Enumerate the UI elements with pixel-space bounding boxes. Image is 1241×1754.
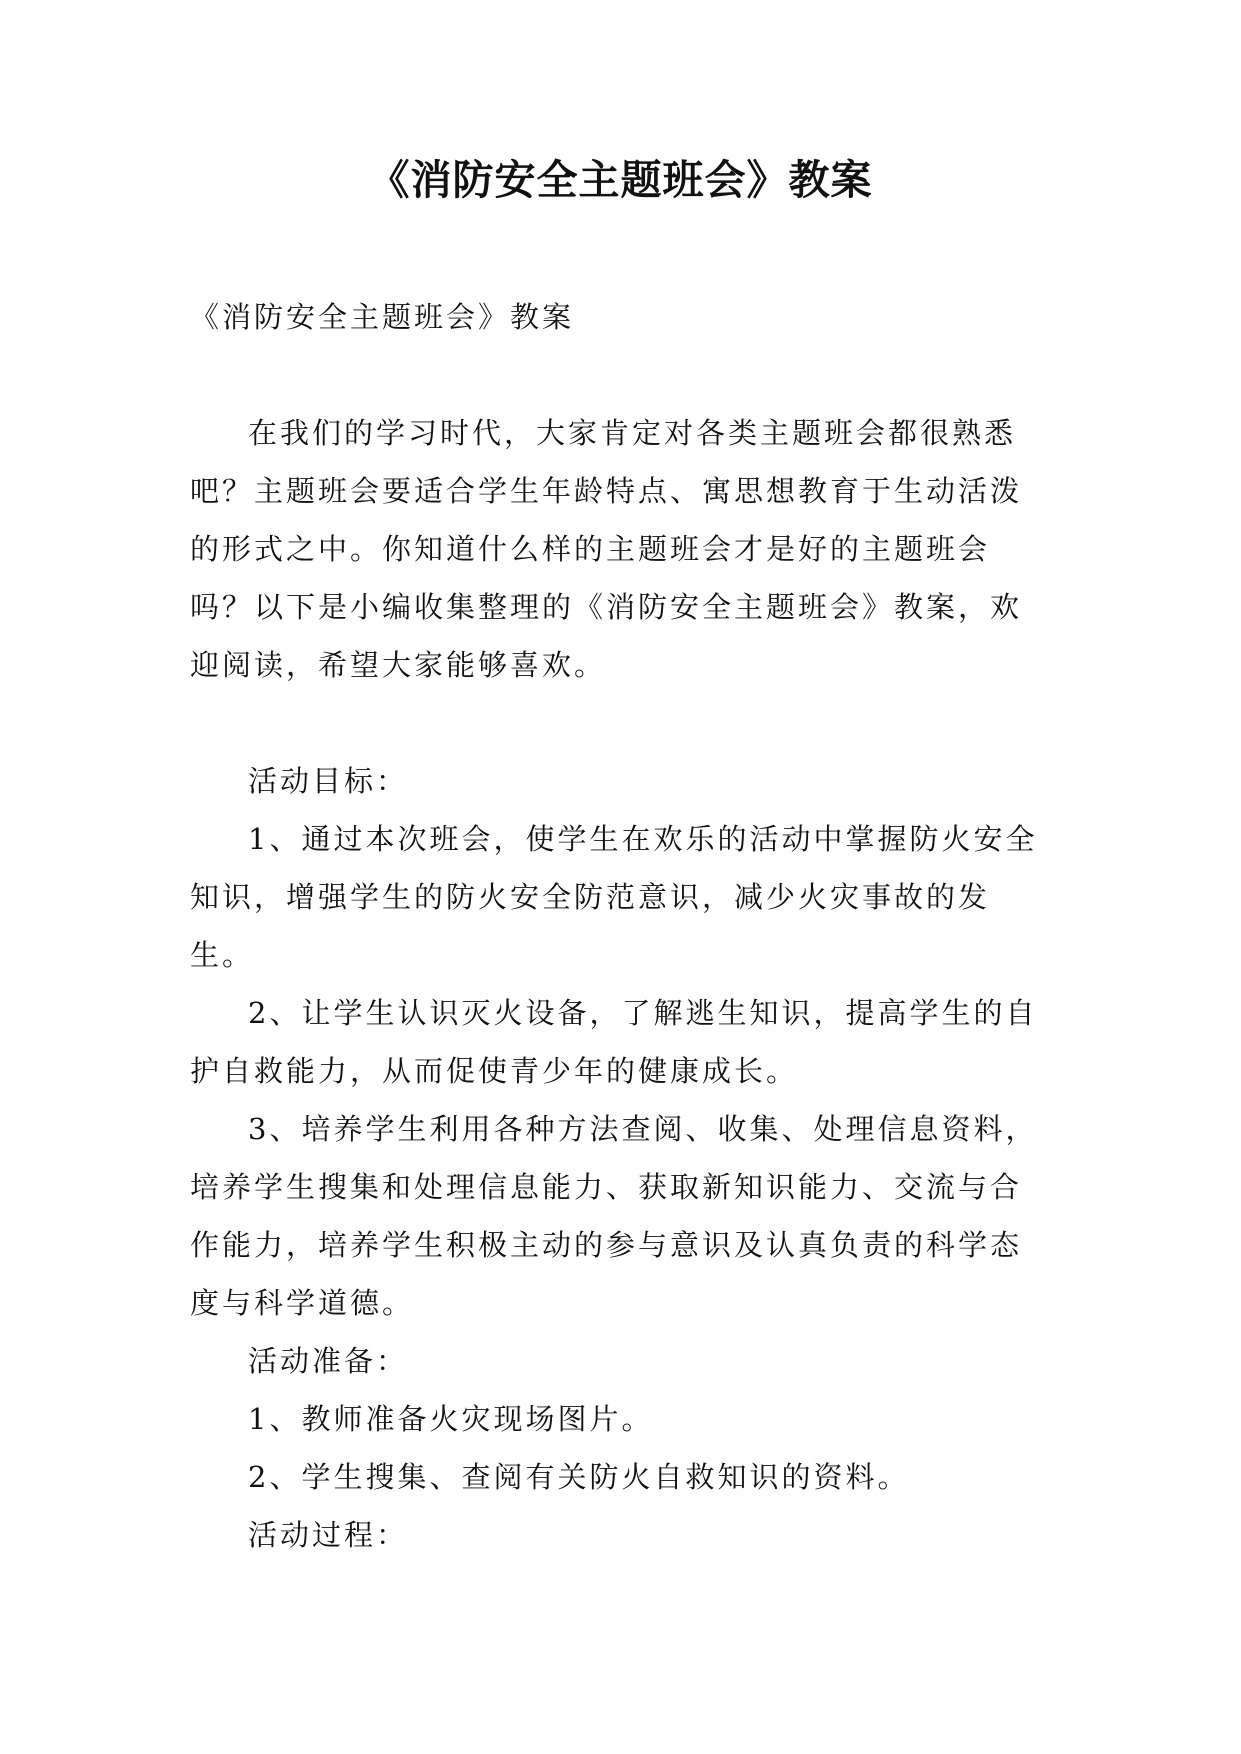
prep-item: 2、学生搜集、查阅有关防火自救知识的资料。 xyxy=(248,1460,910,1494)
goals-heading: 活动目标： xyxy=(248,764,409,798)
document-body xyxy=(190,288,1050,1564)
prep-heading: 活动准备： xyxy=(248,1344,409,1378)
goal-item: 3、培养学生利用各种方法查阅、收集、处理信息资料，培养学生搜集和处理信息能力、获取新知识能力、交流与合作能力，培养学生积极主动的参与意识及认真负责的科学态度与科学道德。 xyxy=(190,1112,1038,1320)
goal-item: 1、通过本次班会，使学生在欢乐的活动中掌握防火安全知识，增强学生的防火安全防范意识，减少火灾事故的发生。 xyxy=(190,822,1038,972)
prep-item: 1、教师准备火灾现场图片。 xyxy=(248,1402,654,1436)
document-title: 《消防安全主题班会》教案 xyxy=(368,156,873,204)
intro-paragraph: 在我们的学习时代，大家肯定对各类主题班会都很熟悉吧？主题班会要适合学生年龄特点、寓思想教育于生动活泼的形式之中。你知道什么样的主题班会才是好的主题班会吗？以下是小编收集整理的《消防安全主题班会》教案，欢迎阅读，希望大家能够喜欢。 xyxy=(190,416,1023,682)
goal-item: 2、让学生认识灭火设备，了解逃生知识，提高学生的自护自救能力，从而促使青少年的健康成长。 xyxy=(190,996,1038,1088)
document-subtitle: 《消防安全主题班会》教案 xyxy=(190,300,575,334)
process-heading: 活动过程： xyxy=(248,1518,409,1552)
